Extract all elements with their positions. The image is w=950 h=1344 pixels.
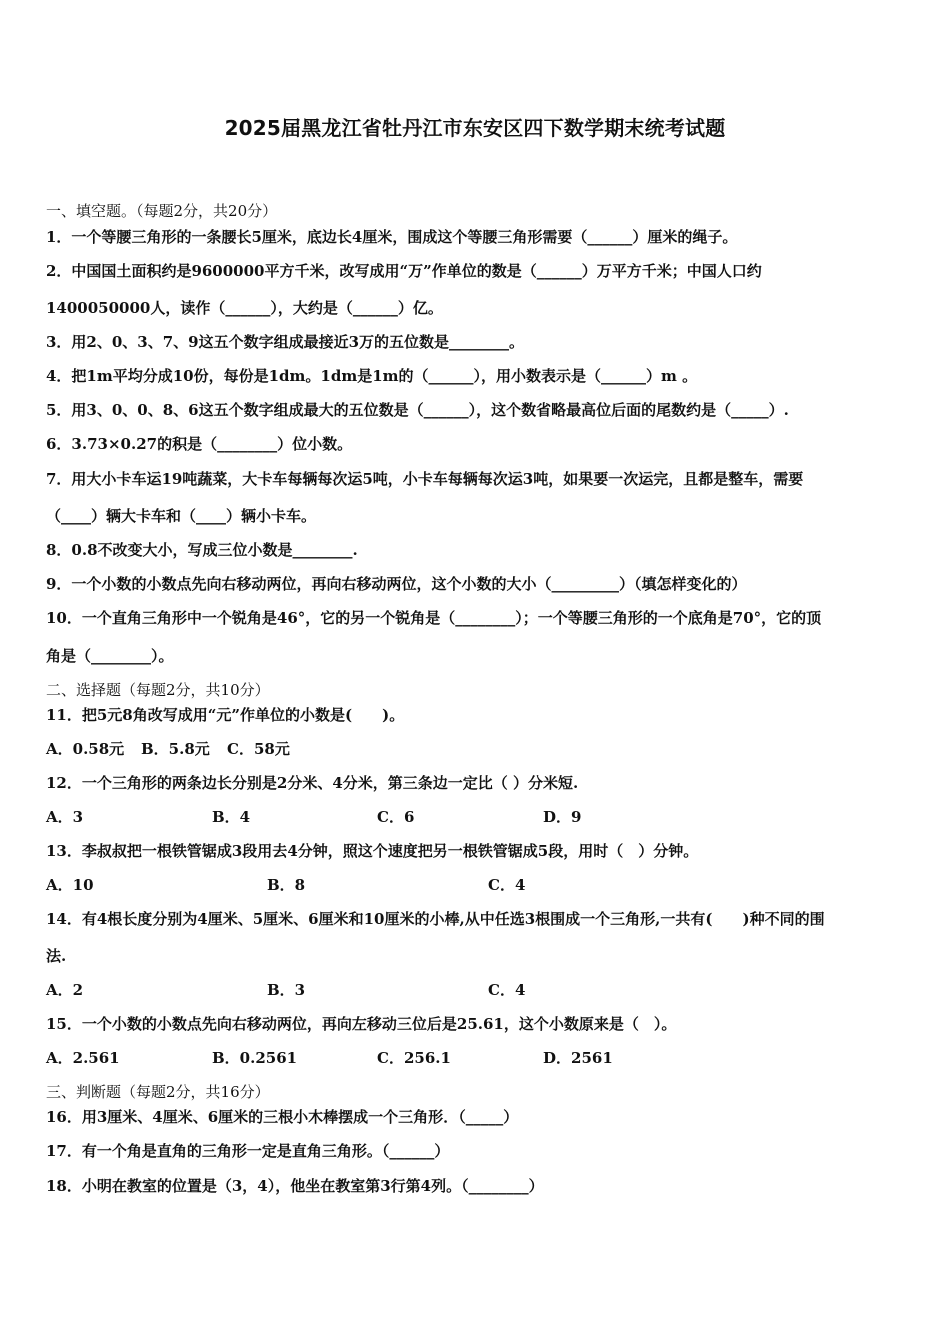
- option-b: B．0.2561: [212, 1049, 298, 1067]
- option-d: D．9: [543, 808, 582, 826]
- question-11: 11．把5元8角改写成用“元”作单位的小数是( )。: [46, 706, 405, 724]
- question-6: 6．3.73×0.27的积是（________）位小数。: [46, 435, 353, 453]
- question-2-line-2: 1400050000人，读作（______），大约是（______）亿。: [46, 299, 443, 317]
- question-18: 18．小明在教室的位置是（3，4），他坐在教室第3行第4列。（________）: [46, 1177, 544, 1195]
- option-b: B．8: [267, 876, 306, 894]
- document-title: 2025届黑龙江省牡丹江市东安区四下数学期末统考试题: [224, 116, 726, 140]
- question-10-line-2: 角是（________）。: [46, 647, 174, 665]
- option-c: C．58元: [227, 740, 290, 758]
- question-11-options: [46, 738, 912, 760]
- option-c: C．256.1: [377, 1049, 451, 1067]
- question-7-line-2: （____）辆大卡车和（____）辆小卡车。: [46, 507, 317, 525]
- question-14-line-1: 14．有4根长度分别为4厘米、5厘米、6厘米和10厘米的小棒,从中任选3根围成一个三角形,一共有( )种不同的围: [46, 910, 825, 928]
- question-16: 16．用3厘米、4厘米、6厘米的三根小木棒摆成一个三角形．（_____）: [46, 1108, 519, 1126]
- option-a: A．0.58元: [46, 740, 125, 758]
- question-15: 15．一个小数的小数点先向右移动两位，再向左移动三位后是25.61，这个小数原来是（ ）。: [46, 1015, 677, 1033]
- option-a: A．2.561: [46, 1049, 120, 1067]
- question-14-line-2: 法.: [46, 947, 67, 965]
- question-14-options: [46, 979, 912, 1001]
- option-a: A．10: [46, 876, 94, 894]
- section-heading-fill-blank: 一、填空题。（每题2分，共20分）: [46, 202, 278, 220]
- question-5: 5．用3、0、0、8、6这五个数字组成最大的五位数是（______），这个数省略最高位后面的尾数约是（_____）.: [46, 401, 789, 419]
- question-13: 13．李叔叔把一根铁管锯成3段用去4分钟，照这个速度把另一根铁管锯成5段，用时（ ）分钟。: [46, 842, 699, 860]
- question-15-options: [46, 1047, 912, 1069]
- question-13-options: [46, 874, 912, 896]
- option-b: B．4: [212, 808, 251, 826]
- option-b: B．5.8元: [141, 740, 210, 758]
- option-b: B．3: [267, 981, 306, 999]
- question-7-line-1: 7．用大小卡车运19吨蔬菜，大卡车每辆每次运5吨，小卡车每辆每次运3吨，如果要一次运完，且都是整车，需要: [46, 470, 804, 488]
- option-a: A．2: [46, 981, 84, 999]
- question-8: 8．0.8不改变大小，写成三位小数是________.: [46, 541, 358, 559]
- question-3: 3．用2、0、3、7、9这五个数字组成最接近3万的五位数是________。: [46, 333, 525, 351]
- question-2-line-1: 2．中国国土面积约是9600000平方千米，改写成用“万”作单位的数是（______）万平方千米；中国人口约: [46, 262, 762, 280]
- option-c: C．4: [488, 876, 526, 894]
- option-c: C．4: [488, 981, 526, 999]
- question-12-options: [46, 806, 912, 828]
- section-heading-multiple-choice: 二、选择题（每题2分，共10分）: [46, 681, 270, 699]
- section-heading-true-false: 三、判断题（每题2分，共16分）: [46, 1083, 270, 1101]
- question-12: 12．一个三角形的两条边长分别是2分米、4分米，第三条边一定比（ ）分米短.: [46, 774, 579, 792]
- option-d: D．2561: [543, 1049, 613, 1067]
- question-4: 4．把1m平均分成10份，每份是1dm。1dm是1m的（______），用小数表示是（______）m 。: [46, 367, 698, 385]
- option-a: A．3: [46, 808, 84, 826]
- option-c: C．6: [377, 808, 415, 826]
- question-1: 1．一个等腰三角形的一条腰长5厘米，底边长4厘米，围成这个等腰三角形需要（______）厘米的绳子。: [46, 228, 738, 246]
- question-17: 17．有一个角是直角的三角形一定是直角三角形。（______）: [46, 1142, 450, 1160]
- question-9: 9．一个小数的小数点先向右移动两位，再向右移动两位，这个小数的大小（_________）（填怎样变化的）: [46, 575, 747, 593]
- question-10-line-1: 10．一个直角三角形中一个锐角是46°，它的另一个锐角是（________）；一个等腰三角形的一个底角是70°，它的顶: [46, 609, 822, 627]
